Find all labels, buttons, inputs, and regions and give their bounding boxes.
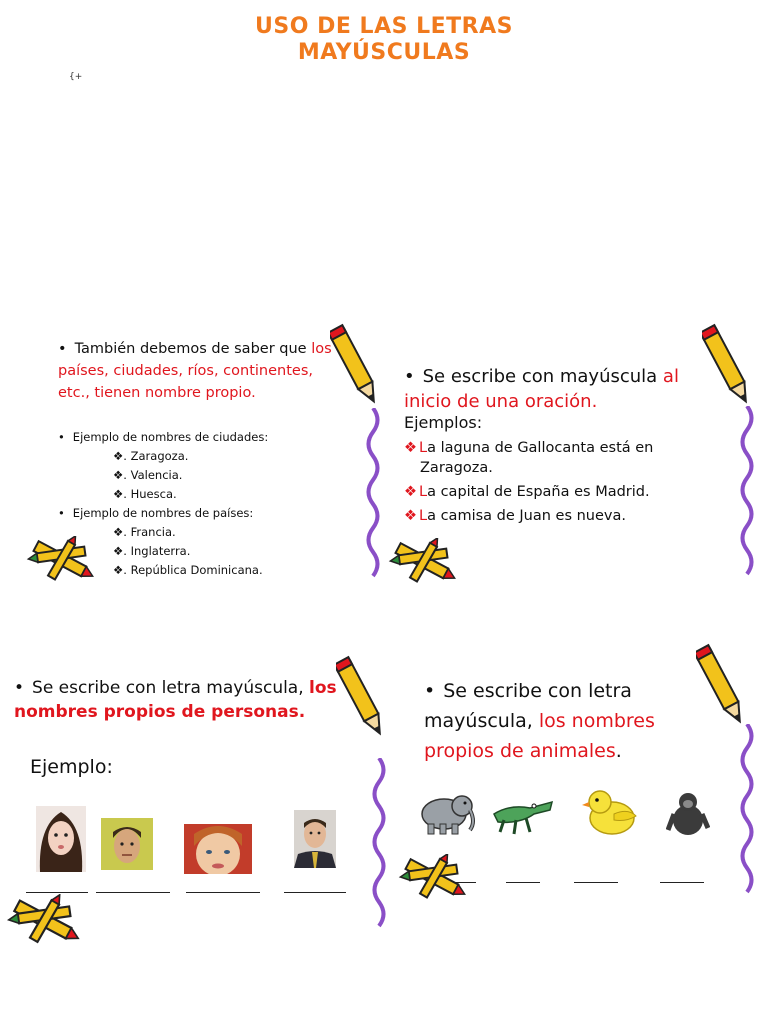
- answer-blank: [284, 892, 346, 893]
- list-item: ❖ La laguna de Gallocanta está en Zaragoza.: [404, 440, 654, 476]
- slide-countries-cities: [0, 320, 390, 590]
- slide-sentence-start: [384, 320, 768, 590]
- stray-mark: {+: [69, 72, 83, 82]
- crayons-icon: [386, 538, 460, 588]
- page-title: [0, 14, 768, 66]
- woman-face-photo-icon: [184, 824, 252, 874]
- title-line-1: USO DE LAS LETRAS: [255, 14, 513, 39]
- pencil-icon: [330, 322, 380, 410]
- slide-animal-names: [384, 640, 768, 930]
- countries-heading: Ejemplo de nombres de países:: [72, 506, 254, 520]
- list-item: ❖. Inglaterra.: [113, 544, 191, 558]
- intro-text: También debemos de saber que: [74, 341, 312, 357]
- examples-heading: Ejemplos:: [404, 413, 483, 432]
- slide1-intro: [58, 338, 340, 404]
- answer-blank: [660, 882, 704, 883]
- slide3-rule: • Se escribe con letra mayúscula, los nombres propios de personas.: [14, 676, 354, 724]
- list-item: ❖. Valencia.: [113, 468, 183, 482]
- answer-blank: [96, 892, 170, 893]
- title-line-2: MAYÚSCULAS: [297, 40, 471, 65]
- list-item: ❖. Huesca.: [113, 487, 177, 501]
- answer-blank: [574, 882, 618, 883]
- list-item: ❖. Francia.: [113, 525, 176, 539]
- crayons-icon: [4, 894, 84, 950]
- elephant-icon: [414, 788, 478, 836]
- crocodile-icon: [490, 790, 556, 836]
- answer-blank: [186, 892, 260, 893]
- pencil-icon: [336, 654, 386, 742]
- example-label: Ejemplo:: [30, 756, 113, 778]
- list-item: ❖ La camisa de Juan es nueva.: [404, 508, 626, 524]
- intro-highlight: los países, ciudades, ríos, continentes, etc., tienen nombre propio.: [58, 341, 332, 401]
- squiggle-icon: [362, 408, 384, 578]
- list-item: ❖. República Dominicana.: [113, 563, 263, 577]
- gorilla-icon: [666, 790, 710, 838]
- chick-icon: [580, 786, 642, 838]
- slide2-examples: [404, 438, 704, 526]
- crayons-icon: [24, 536, 98, 586]
- woman-photo-icon: [36, 806, 86, 872]
- pencil-icon: [696, 642, 746, 730]
- cities-heading: Ejemplo de nombres de ciudades:: [72, 430, 269, 444]
- list-item: ❖. Zaragoza.: [113, 449, 189, 463]
- squiggle-icon: [736, 406, 758, 576]
- businessman-photo-icon: [294, 810, 336, 868]
- answer-blank: [506, 882, 540, 883]
- pencil-icon: [702, 322, 752, 410]
- slide2-rule: • Se escribe con mayúscula al inicio de una oración.: [404, 364, 704, 414]
- squiggle-icon: [736, 724, 758, 894]
- slide4-rule: • Se escribe con letra mayúscula, los nombres propios de animales.: [424, 676, 684, 766]
- slide-person-names: [0, 650, 390, 940]
- answer-blank: [26, 892, 88, 893]
- man-photo-icon: [101, 818, 153, 870]
- list-item: ❖ La capital de España es Madrid.: [404, 484, 650, 500]
- crayons-icon: [396, 854, 470, 904]
